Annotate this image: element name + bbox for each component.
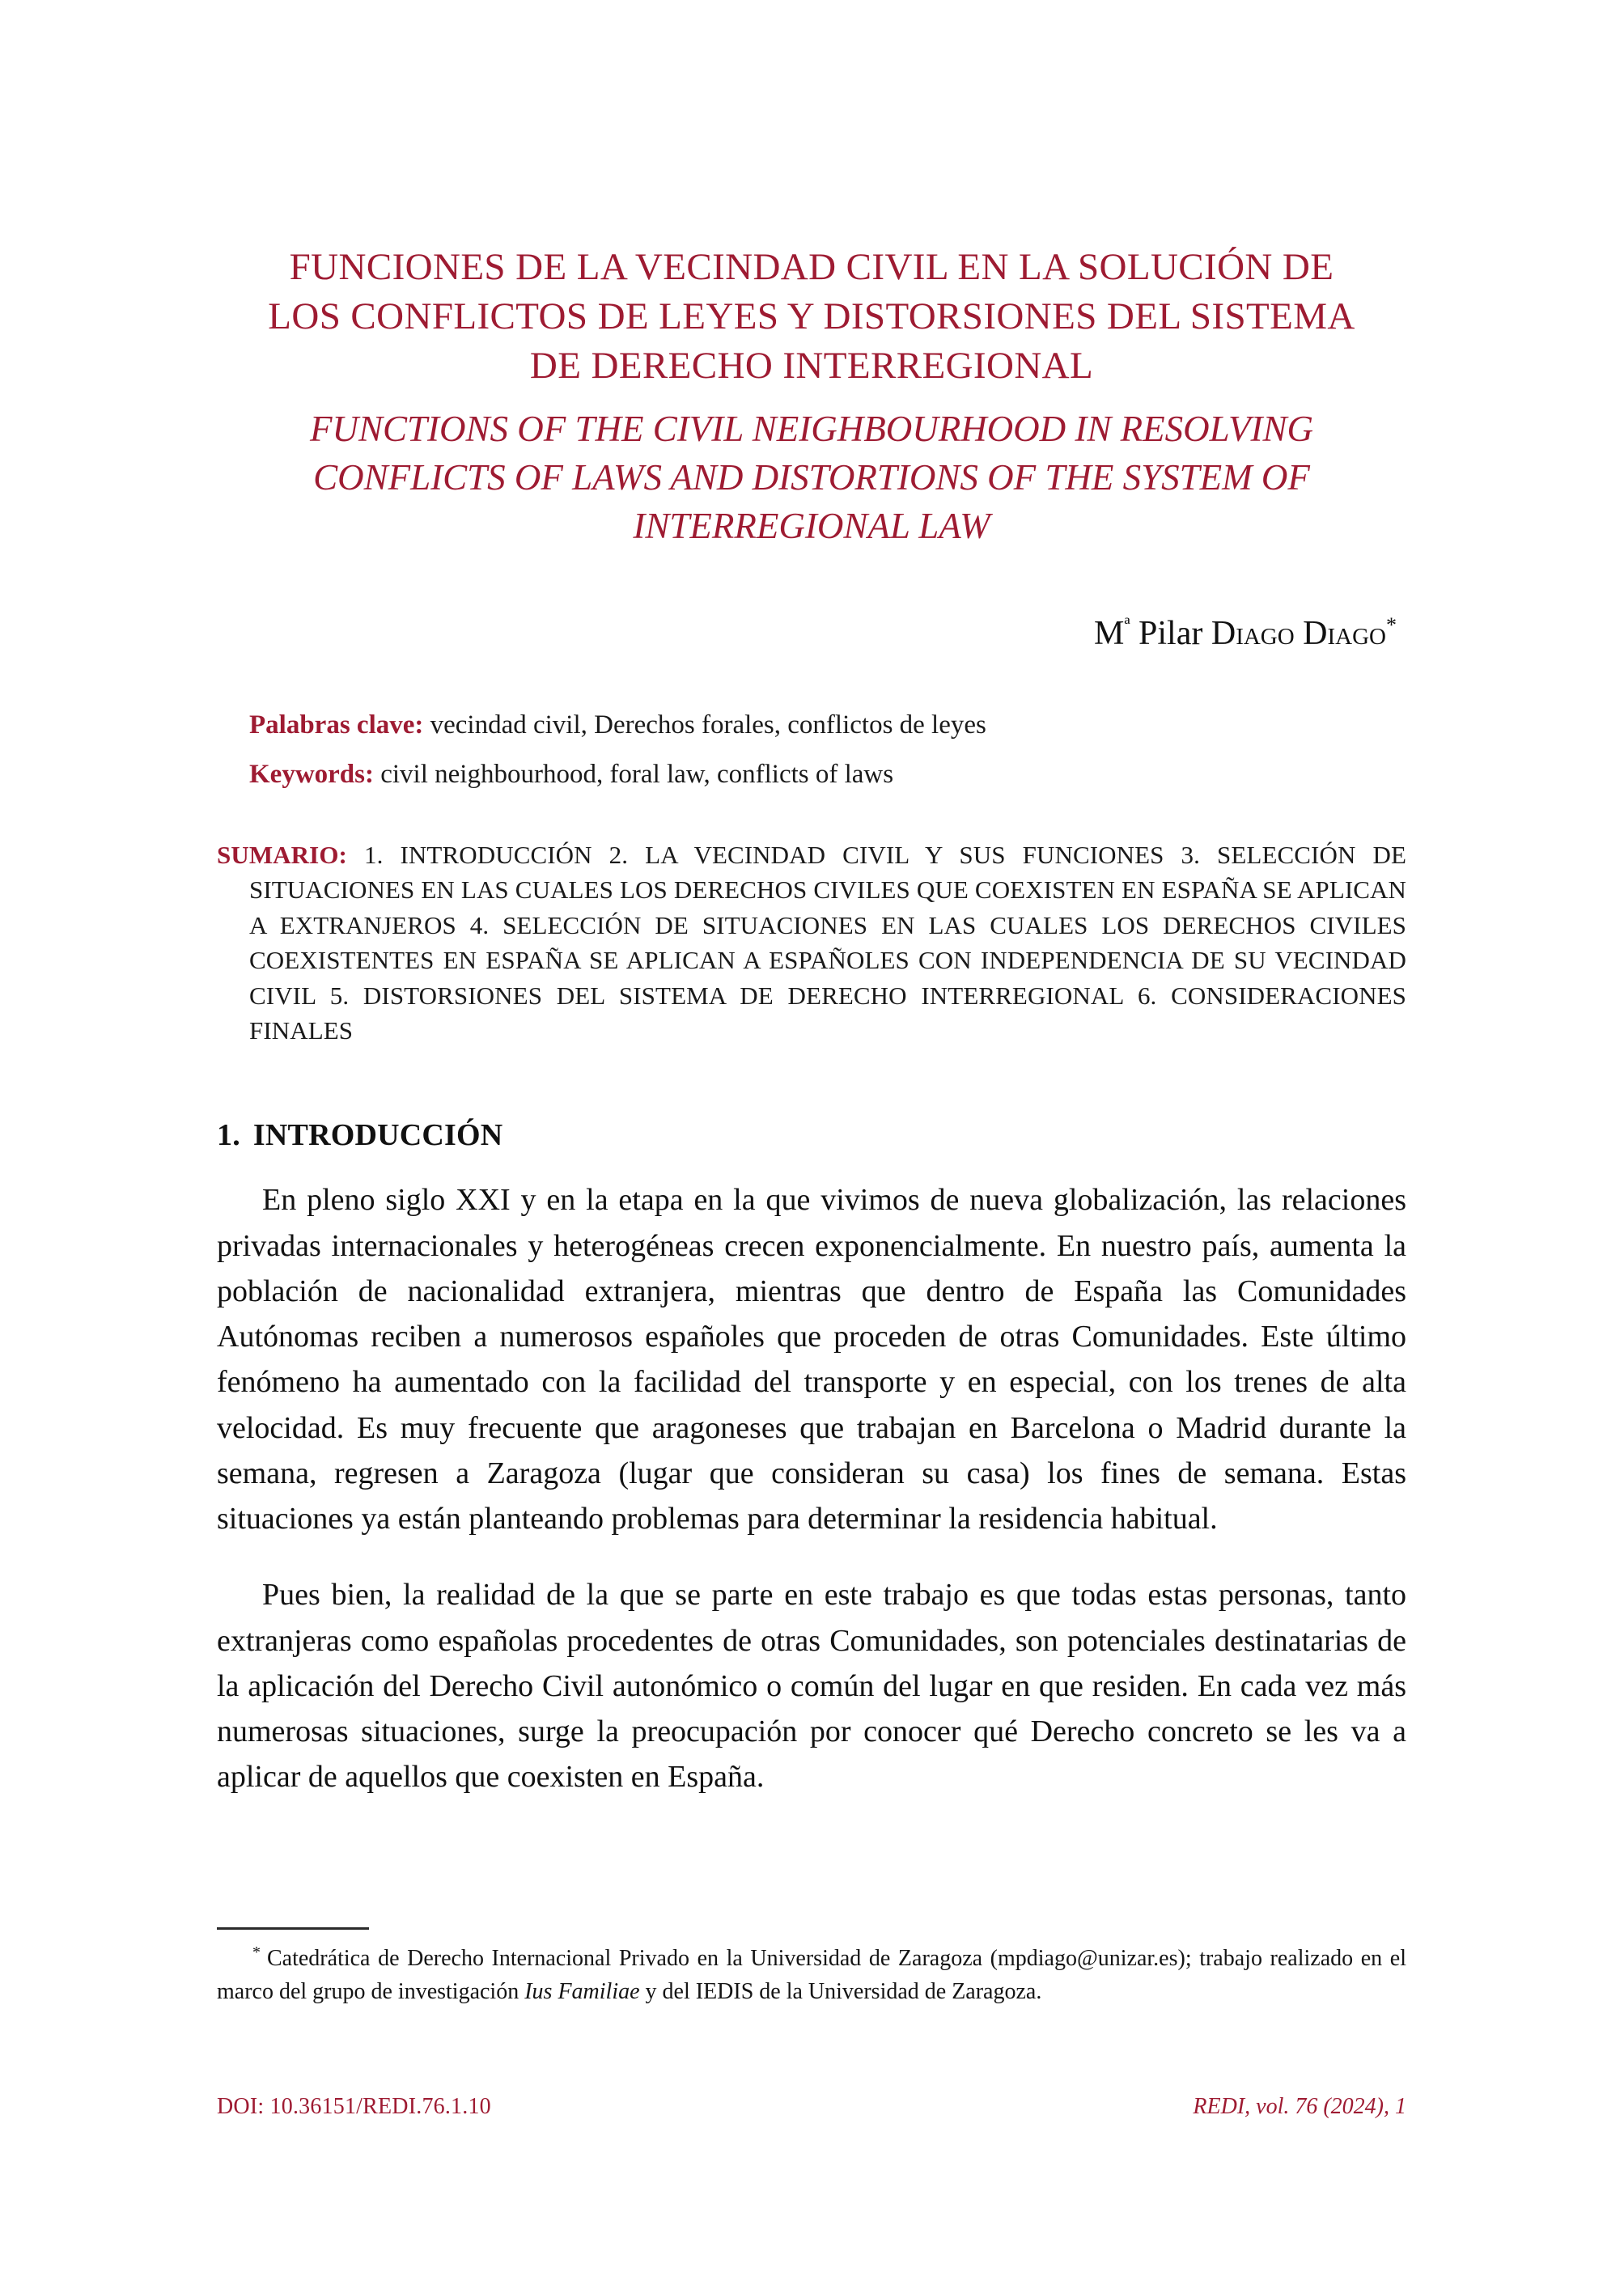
keywords-label-english: Keywords: (249, 759, 374, 789)
footnote-separator-rule (217, 1927, 369, 1930)
footnote-research-group-name: Ius Familiae (524, 1978, 640, 2004)
footnote-text (217, 1943, 1406, 2009)
section-heading (217, 1117, 1406, 1153)
keywords-row-spanish (249, 705, 1406, 746)
page-title: FUNCIONES DE LA VECINDAD CIVIL EN LA SOLUCIÓN DE LOS CONFLICTOS DE LEYES Y DISTORSIONES DEL SISTEMA DE DERECHO INTERREGIONAL (268, 246, 1355, 388)
author-surname: Diago Diago (1211, 614, 1386, 652)
doi-text[interactable]: DOI: 10.36151/REDI.76.1.10 (217, 2094, 491, 2119)
page-footer (217, 2094, 1406, 2120)
keywords-row-english (249, 754, 1406, 795)
page-title-english: FUNCTIONS OF THE CIVIL NEIGHBOURHOOD IN RESOLVING CONFLICTS OF LAWS AND DISTORTIONS OF THE SYSTEM OF INTERREGIONAL LAW (310, 409, 1313, 546)
article-content (217, 243, 1406, 1830)
sumario-label: SUMARIO: (217, 841, 347, 870)
author-footnote-marker: * (1386, 612, 1397, 637)
author-given-name-rest: Pilar (1130, 614, 1211, 652)
keywords-block (217, 705, 1406, 795)
keywords-value-english: civil neighbourhood, foral law, conflicts of laws (380, 759, 894, 789)
footnote-marker: * (252, 1943, 261, 1961)
keywords-label-spanish: Palabras clave: (249, 710, 424, 740)
sumario-block (217, 837, 1406, 1048)
footnote-section (217, 1927, 1406, 2009)
journal-reference: REDI, vol. 76 (2024), 1 (1193, 2094, 1406, 2119)
author-byline (217, 614, 1406, 653)
author-given-name-base: M (1093, 614, 1125, 652)
author-ordinal-superscript: ª (1124, 612, 1130, 637)
keywords-value-spanish: vecindad civil, Derechos forales, conflictos de leyes (430, 710, 986, 740)
body-paragraph: En pleno siglo XXI y en la etapa en la que vivimos de nueva globalización, las relaciones privadas internacionales y heterogéneas crecen exponencialmente. En nuestro país, aumenta la población de nacionalidad extranjera, mientras que dentro de España las Comunidades Autónomas reciben a numerosos españoles que proceden de otras Comunidades. Este último fenómeno ha aumentado con la facilidad del transporte y en especial, con los trenes de alta velocidad. Es muy frecuente que aragoneses que trabajan en Barcelona o Madrid durante la semana, regresen a Zaragoza (lugar que consideran su casa) los fines de semana. Estas situaciones ya están planteando problemas para determinar la residencia habitual. (217, 1183, 1406, 1536)
footnote-part-two: y del IEDIS de la Universidad de Zaragoza. (639, 1978, 1042, 2004)
body-paragraph: Pues bien, la realidad de la que se parte en este trabajo es que todas estas personas, tanto extranjeras como españolas procedentes de otras Comunidades, son potenciales destinatarias de la aplicación del Derecho Civil autonómico o común del lugar en que residen. En cada vez más numerosas situaciones, surge la preocupación por conocer qué Derecho concreto se les va a aplicar de aquellos que coexisten en España. (217, 1578, 1406, 1795)
section-title: INTRODUCCIÓN (252, 1118, 503, 1153)
footnote-part-one: Catedrática de Derecho Internacional Privado en la Universidad de Zaragoza (mpdiago@unizar.es); trabajo realizado en el marco del grupo de investigación (217, 1946, 1406, 2004)
sumario-text: 1. INTRODUCCIÓN 2. LA VECINDAD CIVIL Y SUS FUNCIONES 3. SELECCIÓN DE SITUACIONES EN LAS CUALES LOS DERECHOS CIVILES QUE COEXISTEN EN ESPAÑA SE APLICAN A EXTRANJEROS 4. SELECCIÓN DE SITUACIONES EN LAS CUALES LOS DERECHOS CIVILES COEXISTENTES EN ESPAÑA SE APLICAN A ESPAÑOLES CON INDEPENDENCIA DE SU VECINDAD CIVIL 5. DISTORSIONES DEL SISTEMA DE DERECHO INTERREGIONAL 6. CONSIDERACIONES FINALES (249, 841, 1406, 1045)
section-number: 1. (217, 1118, 240, 1153)
